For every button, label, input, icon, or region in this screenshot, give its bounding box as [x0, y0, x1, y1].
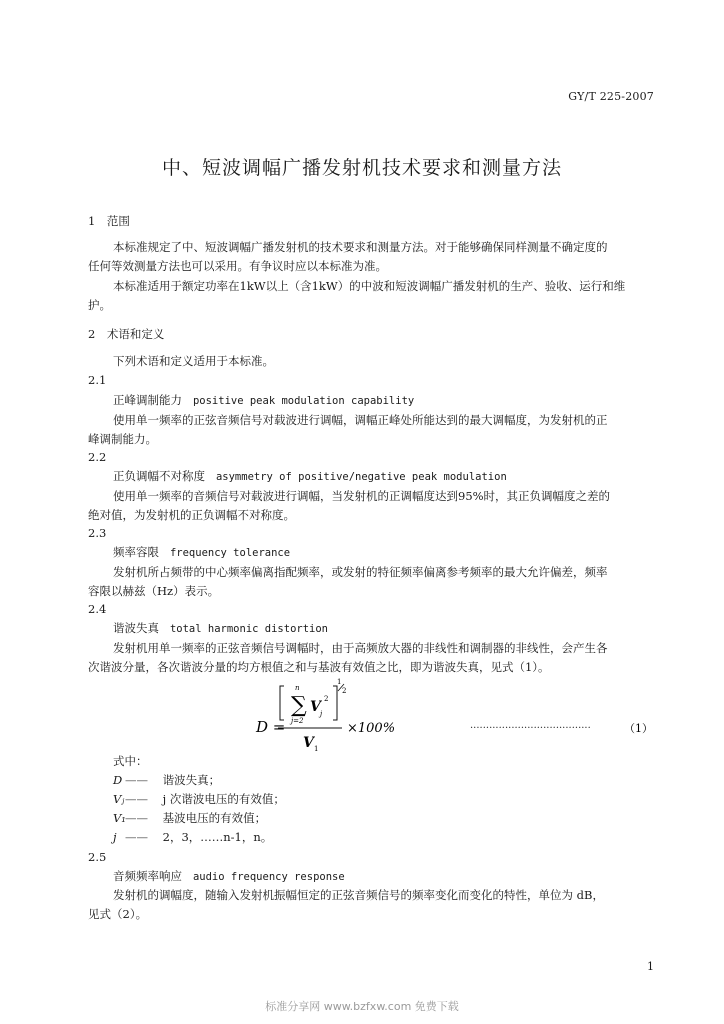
term-line: [113, 867, 345, 887]
where-desc: 2，3，……n-1，n。: [162, 830, 273, 844]
section-1-heading: 1 范围: [88, 214, 130, 228]
formula-lhs: D =: [256, 718, 286, 736]
where-desc: j 次谐波电压的有效值；: [162, 792, 285, 806]
where-symbol: j: [113, 830, 117, 844]
term-en: positive peak modulation capability: [192, 395, 415, 407]
sum-lower-limit: j=2: [291, 717, 304, 725]
definition: 使用单一频率的音频信号对载波进行调幅，当发射机的正调幅度达到95%时，其正负调幅度之差的: [113, 489, 611, 503]
clause-number: 2.3: [88, 526, 107, 540]
denominator-var: V: [303, 735, 314, 751]
definition: 使用单一频率的正弦音频信号对载波进行调幅，调幅正峰处所能达到的最大调幅度，为发射机的正: [113, 413, 608, 427]
standard-number: GY/T 225-2007: [568, 90, 654, 103]
section-2-heading: 2 术语和定义: [88, 327, 165, 341]
term-en: frequency tolerance: [169, 547, 291, 559]
definition: 发射机所占频带的中心频率偏离指配频率，或发射的特征频率偏离参考频率的最大允许偏差，频率: [113, 565, 608, 579]
where-symbol: V₁: [113, 811, 126, 825]
clause-number: 2.5: [88, 850, 107, 864]
term-zh: 正峰调制能力: [113, 393, 182, 407]
term-line: [113, 543, 290, 563]
where-row: [113, 828, 272, 847]
where-dash: ——: [125, 773, 148, 787]
numerator-sup: 2: [324, 695, 329, 703]
term-en: audio frequency response: [192, 871, 345, 883]
page-number: 1: [647, 960, 654, 973]
term-line: [113, 467, 507, 487]
term-zh: 正负调幅不对称度: [113, 469, 205, 483]
term-line: [113, 391, 414, 411]
clause-number: 2.2: [88, 450, 107, 464]
where-symbol: D: [113, 773, 123, 787]
definition: 次谐波分量，各次谐波分量的均方根值之和与基波有效值之比，即为谐波失真，见式（1）。: [88, 660, 550, 674]
where-dash: ——: [125, 811, 148, 825]
paragraph: 本标准适用于额定功率在1kW以上（含1kW）的中波和短波调幅广播发射机的生产、验收、运行和维: [113, 279, 626, 293]
where-symbol: Vⱼ: [113, 792, 125, 806]
where-desc: 谐波失真；: [162, 773, 221, 787]
document-title: 中、短波调幅广播发射机技术要求和测量方法: [161, 157, 562, 179]
definition: 绝对值，为发射机的正负调幅不对称度。: [88, 508, 295, 522]
where-dash: ——: [125, 830, 148, 844]
term-zh: 音频频率响应: [113, 869, 182, 883]
where-title: 式中：: [113, 754, 148, 768]
definition: 发射机的调幅度，随输入发射机振幅恒定的正弦音频信号的频率变化而变化的特性，单位为 dB，: [113, 888, 604, 902]
paragraph: 下列术语和定义适用于本标准。: [113, 354, 274, 368]
formula-thd: [240, 676, 680, 756]
term-en: total harmonic distortion: [169, 623, 329, 635]
paragraph: 护。: [88, 298, 111, 312]
exponent-denominator: 2: [342, 687, 347, 695]
where-row: [113, 790, 285, 809]
where-dash: ——: [125, 792, 148, 806]
bracket-left: [280, 686, 284, 720]
where-row: [113, 771, 220, 790]
exponent-numerator: 1: [337, 678, 342, 686]
denominator-sub: 1: [314, 745, 319, 753]
definition: 发射机用单一频率的正弦音频信号调幅时，由于高频放大器的非线性和调制器的非线性，会产生各: [113, 641, 608, 655]
sum-upper-limit: n: [295, 684, 300, 692]
clause-number: 2.4: [88, 602, 107, 616]
definition: 见式（2）。: [88, 907, 148, 921]
definition: 容限以赫兹（Hz）表示。: [88, 584, 220, 598]
term-en: asymmetry of positive/negative peak modulation: [215, 471, 507, 483]
numerator-sub: j: [320, 710, 323, 718]
paragraph: 任何等效测量方法也可以采用。有争议时应以本标准为准。: [88, 259, 387, 273]
watermark-text: 标准分享网 www.bzfxw.com 免费下载: [265, 1000, 459, 1013]
sigma-symbol: ∑: [291, 693, 307, 718]
term-zh: 谐波失真: [113, 621, 159, 635]
formula-times: ×100%: [347, 721, 396, 736]
bracket-right: [333, 686, 337, 720]
formula-label: （1）: [624, 722, 653, 735]
formula-dots: ······································: [470, 723, 591, 734]
numerator-var: V: [310, 699, 321, 715]
where-row: [113, 809, 266, 828]
paragraph: 本标准规定了中、短波调幅广播发射机的技术要求和测量方法。对于能够确保同样测量不确定度的: [113, 240, 608, 254]
definition: 峰调制能力。: [88, 432, 157, 446]
term-line: [113, 619, 328, 639]
where-desc: 基波电压的有效值；: [162, 811, 267, 825]
term-zh: 频率容限: [113, 545, 159, 559]
clause-number: 2.1: [88, 373, 107, 387]
